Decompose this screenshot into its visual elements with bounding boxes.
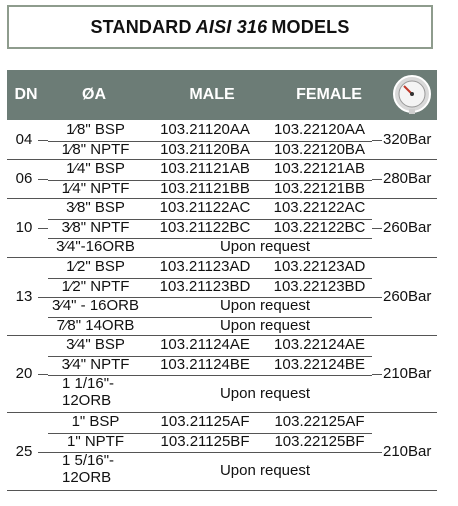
upon-request: Upon request: [219, 316, 311, 334]
oa-size-line2: 12ORB: [62, 469, 112, 486]
female-code: 103.22123BD: [273, 277, 366, 295]
female-code: 103.22121AB: [274, 160, 365, 177]
dn-value: 10: [15, 219, 33, 236]
female-code: 103.22120BA: [274, 140, 365, 158]
header-male: MALE: [189, 86, 235, 103]
male-code: 103.21120AA: [160, 121, 250, 138]
header-oa: ØA: [82, 86, 106, 103]
table-row: [0, 199, 440, 219]
oa-size: 1⁄4" BSP: [66, 160, 125, 177]
male-code: 103.21122AC: [159, 199, 251, 216]
female-code: 103.22121BB: [274, 179, 365, 197]
oa-size: 1⁄8" BSP: [66, 121, 125, 138]
title-prefix: STANDARD: [90, 16, 192, 37]
oa-size-line1: 1 1/16"-: [62, 375, 115, 392]
table-row: [0, 238, 440, 258]
header-dn: DN: [14, 86, 38, 103]
table-row: [0, 433, 440, 453]
female-code: 103.22124BE: [274, 355, 365, 373]
pressure-value: 260Bar: [383, 219, 432, 236]
table-row: [0, 452, 440, 490]
male-code: 103.21123AD: [159, 258, 251, 275]
oa-size: 3⁄4"-16ORB: [56, 238, 135, 255]
male-code: 103.21124BE: [160, 355, 250, 373]
male-code: 103.21121BB: [160, 179, 250, 197]
female-code: 103.22123AD: [273, 258, 366, 275]
oa-size: 1⁄2" NPTF: [61, 277, 130, 295]
section-title: [7, 5, 433, 49]
group-divider: [7, 490, 437, 491]
oa-size: [48, 375, 143, 409]
table-row: [0, 297, 440, 317]
table-row: [0, 141, 440, 161]
male-code: 103.21125BF: [160, 432, 250, 450]
female-code: 103.22122AC: [273, 199, 366, 216]
oa-size: 1" BSP: [71, 413, 120, 430]
oa-size-line1: 1 5/16"-: [62, 452, 115, 469]
upon-request: Upon request: [219, 385, 311, 402]
oa-size: 1⁄2" BSP: [66, 258, 125, 275]
male-code: 103.21121AB: [160, 160, 250, 177]
male-code: 103.21120BA: [160, 140, 250, 158]
table-row: [0, 121, 440, 141]
table-row: [0, 356, 440, 376]
male-code: 103.21123BD: [159, 277, 251, 295]
header-female: FEMALE: [296, 86, 362, 103]
upon-request: Upon request: [219, 462, 311, 479]
table-row: [0, 336, 440, 356]
dn-value: 04: [15, 131, 33, 148]
male-code: 103.21125AF: [160, 413, 250, 430]
oa-size-line2: 12ORB: [62, 392, 112, 409]
pressure-value: 280Bar: [383, 170, 432, 187]
male-code: 103.21122BC: [159, 218, 251, 236]
dn-value: 20: [15, 365, 33, 382]
pressure-value: 210Bar: [383, 442, 432, 460]
dn-value: 13: [15, 287, 33, 305]
pressure-value: 320Bar: [383, 131, 432, 148]
pressure-value: 260Bar: [383, 287, 432, 305]
table-row: [0, 160, 440, 180]
table-header: [7, 70, 437, 120]
pressure-value: 210Bar: [383, 365, 432, 382]
female-code: 103.22124AE: [274, 336, 365, 353]
title-italic: AISI 316: [195, 16, 268, 37]
table-row: [0, 180, 440, 200]
oa-size: 3⁄4" BSP: [66, 336, 125, 353]
table-row: [0, 219, 440, 239]
female-code: 103.22122BC: [273, 218, 366, 236]
upon-request: Upon request: [219, 297, 311, 314]
oa-size: 3⁄8" NPTF: [61, 218, 130, 236]
upon-request: Upon request: [219, 238, 311, 255]
table-row: [0, 375, 440, 413]
oa-size: 1" NPTF: [67, 432, 124, 450]
female-code: 103.22125AF: [274, 413, 365, 430]
male-code: 103.21124AE: [160, 336, 250, 353]
female-code: 103.22125BF: [274, 432, 365, 450]
table-row: [0, 258, 440, 278]
table-row: [0, 278, 440, 298]
oa-size: 1⁄8" NPTF: [61, 140, 130, 158]
pressure-gauge-icon: [392, 74, 432, 114]
dn-value: 06: [15, 170, 33, 187]
title-suffix: MODELS: [271, 16, 350, 37]
oa-size: [48, 452, 143, 486]
oa-size: 3⁄4" - 16ORB: [51, 297, 140, 314]
female-code: 103.22120AA: [274, 121, 365, 138]
oa-size: 3⁄4" NPTF: [61, 355, 130, 373]
dn-value: 25: [15, 442, 33, 460]
table-row: [0, 317, 440, 337]
oa-size: 3⁄8" BSP: [66, 199, 125, 216]
oa-size: 7⁄8" 14ORB: [56, 316, 135, 334]
oa-size: 1⁄4" NPTF: [61, 179, 130, 197]
table-row: [0, 413, 440, 433]
